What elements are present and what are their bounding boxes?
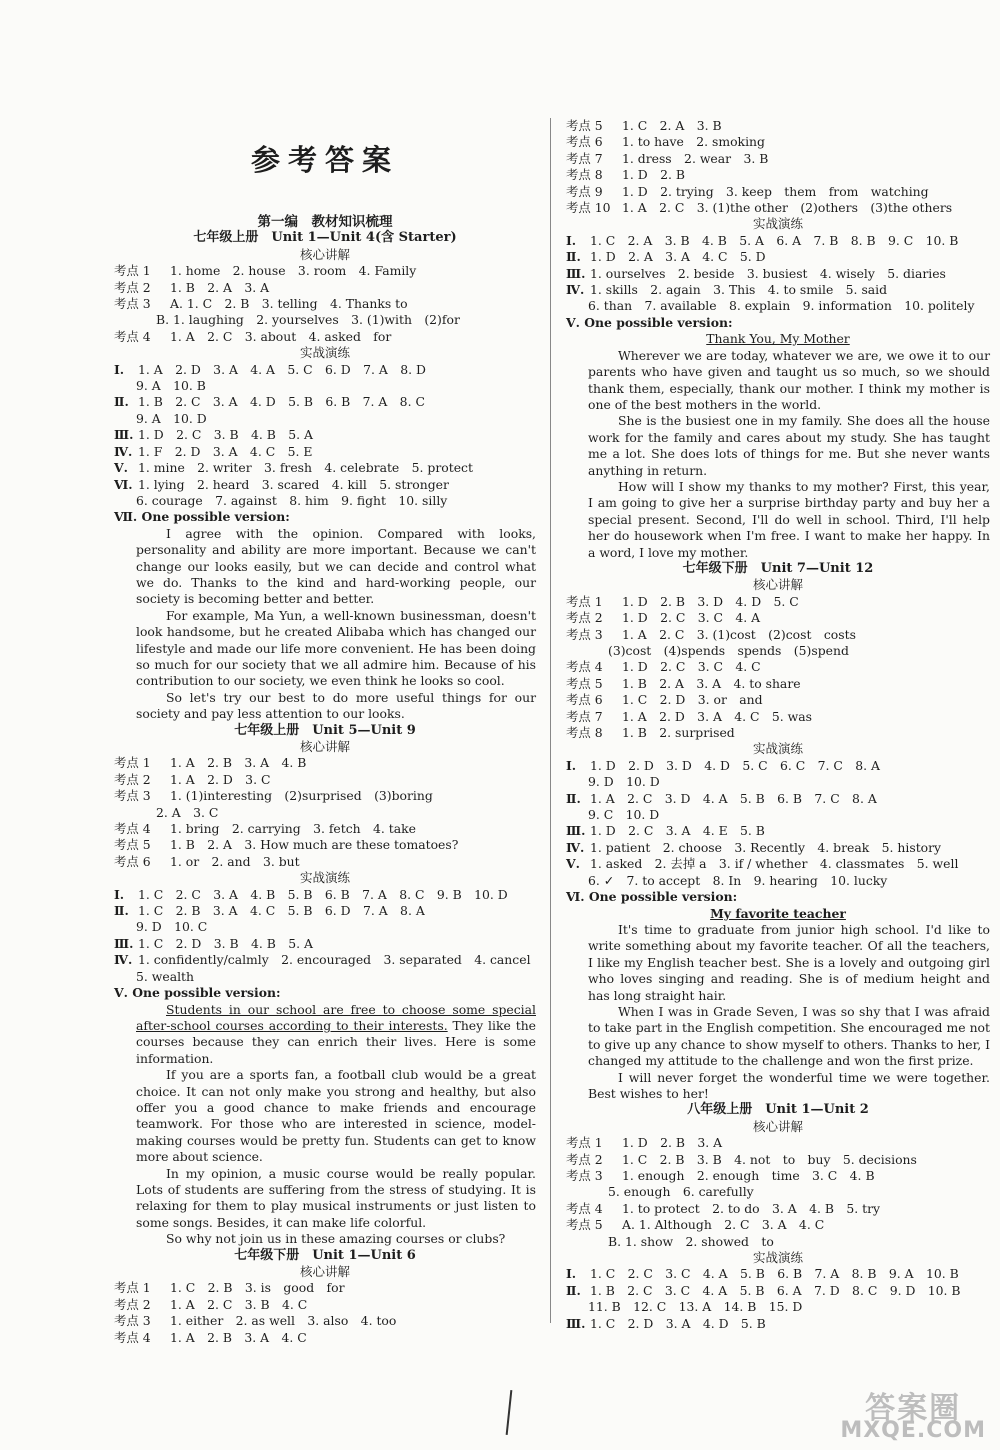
answer-text: A. 1. Although 2. C 3. A 4. C — [622, 1217, 825, 1233]
answer-text: 1. confidently/calmly 2. encouraged 3. separated 4. cancel — [138, 952, 531, 968]
answer-text: 1. to protect 2. to do 3. A 4. B 5. try — [622, 1200, 881, 1216]
exercise-line — [566, 774, 990, 790]
answer-text: 1. home 2. house 3. room 4. Family — [170, 263, 417, 279]
key-point-label: 考点 2 — [566, 1151, 603, 1167]
answer-text: 1. B 2. A 3. A 4. to share — [622, 675, 801, 691]
left-column — [114, 214, 536, 1346]
exercise-line — [114, 952, 536, 968]
answer-text: 1. A 2. C 3. about 4. asked for — [170, 328, 392, 344]
exercise-line — [114, 411, 536, 427]
essay-paragraph: If you are a sports fan, a football club would be a great choice. It can not only make you strong and healthy, but also offer you a good chance to make friends and encourage teamwork. For those who are interested in science, model-making courses would be pretty fun. Students can get to know more about science. — [136, 1067, 536, 1165]
answer-text: 1. A 2. C 3. (1)cost (2)cost costs — [622, 626, 856, 642]
answer-text: 1. D 2. C 3. B 4. B 5. A — [138, 427, 313, 443]
key-point-label: 考点 4 — [114, 821, 151, 837]
answer-text: 2. A 3. C — [156, 804, 219, 820]
key-point-label: 考点 1 — [114, 263, 151, 279]
essay-paragraph: I will never forget the wonderful time we were together. Best wishes to her! — [588, 1069, 990, 1101]
roman-numeral: Ⅵ. — [114, 476, 133, 492]
exercise-line — [566, 758, 990, 774]
answer-text: 1. C 2. D 3. B 4. B 5. A — [138, 935, 313, 951]
exercise-line — [566, 823, 990, 839]
answer-text: 5. enough 6. carefully — [608, 1184, 754, 1200]
essay-underlined-text: Students in our school are free to choose some special after-school courses according to their interests. — [136, 1001, 536, 1033]
answer-line — [114, 837, 536, 853]
answer-line — [566, 1135, 990, 1151]
answer-text: 1. to have 2. smoking — [622, 134, 765, 150]
key-point-label: 考点 3 — [114, 1313, 151, 1329]
roman-numeral: Ⅳ. — [566, 839, 585, 855]
subsection-core: 核心讲解 — [299, 1264, 350, 1279]
watermark-text: 答案圈 — [865, 1391, 962, 1426]
exercise-line — [566, 298, 990, 314]
answer-line — [566, 200, 990, 216]
answer-text: 1. B 2. C 3. C 4. A 5. B 6. A 7. D 8. C 9. D 10. B — [590, 1282, 961, 1298]
answer-text: 1. enough 2. enough time 3. C 4. B — [622, 1168, 875, 1183]
answer-line — [114, 1297, 536, 1313]
exercise-line — [566, 873, 990, 889]
exercise-line — [114, 427, 536, 443]
answer-text: 1. A 2. C 3. B 4. C — [170, 1296, 308, 1312]
key-point-label: 考点 4 — [114, 1329, 151, 1345]
essay-heading: Ⅶ. One possible version: — [114, 509, 290, 525]
key-point-label: 考点 3 — [114, 296, 151, 312]
essay-paragraph: How will I show my thanks to my mother? First, this year, I am going to give her a surprise birthday party and buy her a special present. Second, I'll do well in school. Third, I'll help her do housework when I'm free. I want to make her happy. In a word, I love my mother. — [588, 478, 990, 560]
answer-text: 1. C 2. B 3. is good for — [170, 1280, 345, 1296]
essay-paragraph: Wherever we are today, whatever we are, we owe it to our parents who have given and taught us so much, so we should thank them, especially, thank our mother. I think my mother is one of the best mothers in the world. — [588, 347, 990, 412]
key-point-label: 考点 10 — [566, 200, 611, 216]
exercise-line — [566, 282, 990, 298]
answer-line — [566, 610, 990, 626]
answer-line — [566, 594, 990, 610]
answer-text: 5. wealth — [136, 968, 195, 984]
roman-numeral: Ⅱ. — [114, 394, 129, 410]
answer-text: 1. D 2. trying 3. keep them from watching — [622, 183, 929, 199]
exercise-line — [566, 791, 990, 807]
answer-line — [566, 151, 990, 167]
answer-line — [114, 1280, 536, 1296]
answer-line — [566, 184, 990, 200]
roman-numeral: Ⅱ. — [566, 249, 581, 265]
roman-numeral: Ⅰ. — [114, 361, 125, 377]
essay-paragraph — [114, 1002, 536, 1068]
answer-line — [114, 1330, 536, 1346]
answer-text: 1. A 2. B 3. A 4. C — [170, 1329, 307, 1345]
key-point-label: 考点 2 — [114, 1296, 151, 1312]
answer-line — [566, 1168, 990, 1184]
answer-text: 1. B 2. A 3. A — [170, 279, 270, 295]
exercise-line — [114, 919, 536, 935]
roman-numeral: Ⅱ. — [566, 1282, 581, 1298]
subsection-practice: 实战演练 — [299, 345, 350, 361]
answer-line — [114, 1313, 536, 1329]
essay-paragraph: For example, Ma Yun, a well-known businessman, doesn't look handsome, but he created Alibaba which has changed our lifestyle and made our life more convenient. He has been doing so much for our society that we all admire him. Because of his contribution to our society, we even think he looks so cool. — [136, 607, 536, 689]
subsection-practice: 实战演练 — [752, 216, 803, 232]
essay-paragraph: So let's try our best to do more useful things for our society and pay less attention to our looks. — [136, 689, 536, 722]
key-point-label: 考点 5 — [566, 1217, 603, 1233]
subsection-core: 核心讲解 — [752, 577, 803, 593]
answer-text: 1. D 2. C 3. C 4. C — [622, 659, 761, 675]
answer-line — [114, 329, 536, 345]
answer-line — [114, 280, 536, 296]
answer-text: 1. dress 2. wear 3. B — [622, 150, 769, 166]
answer-text: 1. either 2. as well 3. also 4. too — [170, 1313, 397, 1329]
answer-text: 1. lying 2. heard 3. scared 4. kill 5. stronger — [138, 476, 449, 492]
answer-text: 1. C 2. C 3. A 4. B 5. B 6. B 7. A 8. C 9. B 10. D — [138, 886, 508, 902]
section-heading: 七年级上册 Unit 5—Unit 9 — [234, 722, 416, 738]
exercise-line — [114, 936, 536, 952]
essay-title: My favorite teacher — [710, 905, 846, 921]
key-point-label: 考点 3 — [566, 626, 603, 642]
answer-text: 1. D 2. A 3. A 4. C 5. D — [590, 249, 766, 265]
essay-paragraph: She is the busiest one in my family. She does all the house work for the family and cares about my study. She has taught me a lot. She does lots of things for me. But she never wants anything in return. — [588, 413, 990, 478]
exercise-line — [566, 1266, 990, 1282]
answer-line — [114, 296, 536, 312]
subsection-practice: 实战演练 — [752, 741, 803, 757]
answer-text: 1. C 2. D 3. or and — [622, 692, 763, 708]
answer-text: B. 1. show 2. showed to — [608, 1233, 774, 1249]
roman-numeral: Ⅰ. — [566, 1266, 577, 1282]
page-title: 参考答案 — [250, 143, 399, 177]
answer-line — [566, 659, 990, 675]
section-heading: 八年级上册 Unit 1—Unit 2 — [687, 1102, 869, 1118]
roman-numeral: Ⅲ. — [566, 265, 586, 281]
answer-line — [566, 118, 990, 134]
roman-numeral: Ⅳ. — [566, 282, 585, 298]
watermark-url: MXQE.COM — [840, 1418, 986, 1443]
answer-text: 1. C 2. B 3. B 4. not to buy 5. decisions — [622, 1151, 917, 1167]
key-point-label: 考点 2 — [566, 610, 603, 626]
answer-text: 6. than 7. available 8. explain 9. information 10. politely — [588, 298, 975, 314]
subsection-core: 核心讲解 — [299, 739, 350, 754]
answer-line — [114, 805, 536, 821]
key-point-label: 考点 1 — [114, 1280, 151, 1296]
answer-text: 1. A 2. D 3. C — [170, 771, 271, 787]
subsection-practice: 实战演练 — [299, 870, 350, 886]
answer-text: 9. D 10. D — [588, 774, 660, 790]
key-point-label: 考点 2 — [114, 279, 151, 295]
roman-numeral: Ⅳ. — [114, 443, 133, 459]
answer-text: 1. ourselves 2. beside 3. busiest 4. wisely 5. diaries — [590, 265, 946, 281]
key-point-label: 考点 1 — [114, 755, 151, 771]
answer-line — [114, 263, 536, 279]
answer-text: 1. D 2. C 3. A 4. E 5. B — [590, 823, 765, 839]
exercise-line — [566, 840, 990, 856]
key-point-label: 考点 5 — [566, 118, 603, 133]
answer-line — [566, 692, 990, 708]
roman-numeral: Ⅴ. — [114, 460, 128, 476]
answer-text: 1. skills 2. again 3. This 4. to smile 5. said — [590, 282, 888, 298]
answer-line — [566, 1184, 990, 1200]
answer-line — [566, 1201, 990, 1217]
exercise-line — [114, 969, 536, 985]
essay-text: They like the courses because they can enrich their lives. Here is some information. — [136, 1017, 537, 1066]
exercise-line — [566, 233, 990, 249]
answer-text: 1. A 2. B 3. A 4. B — [170, 755, 307, 771]
exercise-line — [566, 807, 990, 823]
key-point-label: 考点 6 — [566, 692, 603, 708]
right-column — [566, 118, 990, 1332]
exercise-line — [114, 477, 536, 493]
essay-paragraph: So why not join us in these amazing courses or clubs? — [166, 1231, 506, 1247]
answer-text: 11. B 12. C 13. A 14. B 15. D — [588, 1299, 803, 1315]
roman-numeral: Ⅱ. — [566, 790, 581, 806]
part-title: 第一编 教材知识梳理 — [257, 214, 393, 230]
answer-text: 1. A 2. C 3. (1)the other (2)others (3)the others — [622, 200, 953, 216]
answer-line — [566, 709, 990, 725]
pen-mark — [506, 1390, 513, 1435]
section-heading: 七年级下册 Unit 1—Unit 6 — [234, 1247, 416, 1263]
answer-text: B. 1. laughing 2. yourselves 3. (1)with (2)for — [156, 312, 460, 328]
answer-line — [566, 167, 990, 183]
essay-title: Thank You, My Mother — [706, 331, 850, 347]
answer-text: 1. B 2. C 3. A 4. D 5. B 6. B 7. A 8. C — [138, 394, 425, 410]
exercise-line — [566, 1299, 990, 1315]
essay-paragraph: When I was in Grade Seven, I was so shy that I was afraid to take part in the English competition. She encouraged me not to give up any chance to show myself to others. Thanks to her, I changed my attitude to the challenge and won the first prize. — [588, 1003, 990, 1069]
answer-text: A. 1. C 2. B 3. telling 4. Thanks to — [170, 296, 408, 312]
answer-text: 1. or 2. and 3. but — [170, 853, 300, 869]
roman-numeral: Ⅲ. — [114, 935, 134, 951]
answer-line — [114, 312, 536, 328]
roman-numeral: Ⅳ. — [114, 952, 133, 968]
answer-text: 1. C 2. A 3. B 4. B 5. A 6. A 7. B 8. B 9. C 10. B — [590, 232, 959, 248]
essay-heading: Ⅴ. One possible version: — [566, 314, 733, 330]
key-point-label: 考点 4 — [566, 659, 603, 675]
key-point-label: 考点 7 — [566, 150, 603, 166]
key-point-label: 考点 3 — [566, 1168, 603, 1183]
key-point-label: 考点 3 — [114, 788, 151, 804]
answer-text: 1. D 2. D 3. D 4. D 5. C 6. C 7. C 8. A — [590, 757, 880, 773]
exercise-line — [566, 1283, 990, 1299]
key-point-label: 考点 9 — [566, 183, 603, 199]
roman-numeral: Ⅰ. — [566, 757, 577, 773]
answer-line — [114, 788, 536, 804]
answer-line — [114, 854, 536, 870]
answer-line — [114, 772, 536, 788]
exercise-line — [114, 394, 536, 410]
answer-text: 9. C 10. D — [588, 807, 660, 823]
essay-paragraph: It's time to graduate from junior high school. I'd like to write something about my favorite teacher. Of all the teachers, I like my English teacher best. She is a lovely and outgoing girl who loves singing and reading. She is of medium height and has long straight hair. — [588, 921, 990, 1003]
key-point-label: 考点 2 — [114, 771, 151, 787]
exercise-line — [566, 1316, 990, 1332]
answer-text: 1. C 2. D 3. A 4. D 5. B — [590, 1315, 766, 1331]
exercise-line — [566, 856, 990, 872]
answer-text: 1. B 2. A 3. How much are these tomatoes? — [170, 837, 459, 853]
roman-numeral: Ⅰ. — [114, 886, 125, 902]
answer-line — [566, 1217, 990, 1233]
answer-text: 9. A 10. B — [136, 378, 206, 394]
answer-line — [114, 755, 536, 771]
answer-text: 6. ✓ 7. to accept 8. In 9. hearing 10. lucky — [588, 872, 888, 888]
answer-line — [566, 676, 990, 692]
answer-text: 1. B 2. surprised — [622, 725, 735, 741]
answer-text: 1. asked 2. 去掉 a 3. if / whether 4. classmates 5. well — [590, 856, 959, 872]
answer-text: 1. C 2. B 3. A 4. C 5. B 6. D 7. A 8. A — [138, 903, 425, 919]
answer-line — [566, 627, 990, 643]
exercise-line — [114, 378, 536, 394]
roman-numeral: Ⅲ. — [566, 1315, 586, 1331]
answer-line — [566, 643, 990, 659]
answer-text: 1. D 2. B 3. D 4. D 5. C — [622, 593, 799, 609]
answer-text: 1. patient 2. choose 3. Recently 4. break 5. history — [590, 839, 942, 855]
section-heading: 七年级上册 Unit 1—Unit 4(含 Starter) — [193, 230, 457, 246]
answer-line — [566, 134, 990, 150]
answer-text: 1. D 2. C 3. C 4. A — [622, 610, 761, 626]
key-point-label: 考点 7 — [566, 708, 603, 724]
answer-line — [114, 821, 536, 837]
exercise-line — [114, 903, 536, 919]
key-point-label: 考点 4 — [114, 328, 151, 344]
key-point-label: 考点 6 — [566, 134, 603, 150]
exercise-line — [114, 887, 536, 903]
answer-text: 9. D 10. C — [136, 919, 208, 935]
answer-line — [566, 725, 990, 741]
answer-text: 1. C 2. A 3. B — [622, 118, 722, 133]
exercise-line — [114, 460, 536, 476]
answer-line — [566, 1234, 990, 1250]
essay-heading: Ⅵ. One possible version: — [566, 889, 738, 905]
answer-line — [566, 1152, 990, 1168]
essay-paragraph: In my opinion, a music course would be really popular. Lots of students are suffering from the stress of studying. It is relaxing for them to play musical instruments or just listen to some songs. Besides, it can make life colorful. — [136, 1165, 536, 1230]
answer-text: (3)cost (4)spends spends (5)spend — [608, 643, 849, 658]
essay-heading: Ⅴ. One possible version: — [114, 985, 281, 1001]
roman-numeral: Ⅴ. — [566, 856, 580, 872]
answer-text: 1. (1)interesting (2)surprised (3)boring — [170, 788, 433, 804]
roman-numeral: Ⅰ. — [566, 232, 577, 248]
key-point-label: 考点 4 — [566, 1200, 603, 1216]
exercise-line — [566, 266, 990, 282]
essay-paragraph: I agree with the opinion. Compared with looks, personality and ability are more important. Because we can't change our looks easily, but we can decide and control what we do. Thanks to the kind and hard-working people, our society is becoming better and better. — [136, 525, 536, 607]
subsection-core: 核心讲解 — [299, 246, 350, 262]
subsection-core: 核心讲解 — [752, 1118, 803, 1134]
key-point-label: 考点 1 — [566, 1135, 603, 1151]
answer-text: 6. courage 7. against 8. him 9. fight 10. silly — [136, 492, 448, 508]
answer-text: 1. bring 2. carrying 3. fetch 4. take — [170, 821, 417, 837]
exercise-line — [114, 444, 536, 460]
roman-numeral: Ⅱ. — [114, 903, 129, 919]
watermark-logo — [840, 1391, 986, 1443]
key-point-label: 考点 1 — [566, 593, 603, 609]
key-point-label: 考点 8 — [566, 167, 603, 183]
exercise-line — [566, 249, 990, 265]
answer-text: 1. mine 2. writer 3. fresh 4. celebrate 5. protect — [138, 460, 473, 476]
roman-numeral: Ⅲ. — [114, 427, 134, 443]
exercise-line — [114, 493, 536, 509]
subsection-practice: 实战演练 — [752, 1250, 803, 1266]
answer-text: 1. A 2. D 3. A 4. A 5. C 6. D 7. A 8. D — [138, 361, 426, 377]
key-point-label: 考点 8 — [566, 725, 603, 741]
key-point-label: 考点 5 — [114, 837, 151, 853]
answer-text: 1. C 2. C 3. C 4. A 5. B 6. B 7. A 8. B 9. A 10. B — [590, 1266, 959, 1282]
exercise-line — [114, 362, 536, 378]
key-point-label: 考点 5 — [566, 675, 603, 691]
answer-text: 1. F 2. D 3. A 4. C 5. E — [138, 443, 313, 459]
answer-text: 1. D 2. B 3. A — [622, 1135, 723, 1151]
answer-text: 1. A 2. C 3. D 4. A 5. B 6. B 7. C 8. A — [590, 790, 877, 806]
answer-text: 1. D 2. B — [622, 167, 685, 183]
column-divider — [550, 118, 551, 1323]
answer-text: 9. A 10. D — [136, 410, 207, 426]
roman-numeral: Ⅲ. — [566, 823, 586, 839]
answer-text: 1. A 2. D 3. A 4. C 5. was — [622, 708, 813, 724]
section-heading: 七年级下册 Unit 7—Unit 12 — [682, 560, 874, 576]
key-point-label: 考点 6 — [114, 853, 151, 869]
